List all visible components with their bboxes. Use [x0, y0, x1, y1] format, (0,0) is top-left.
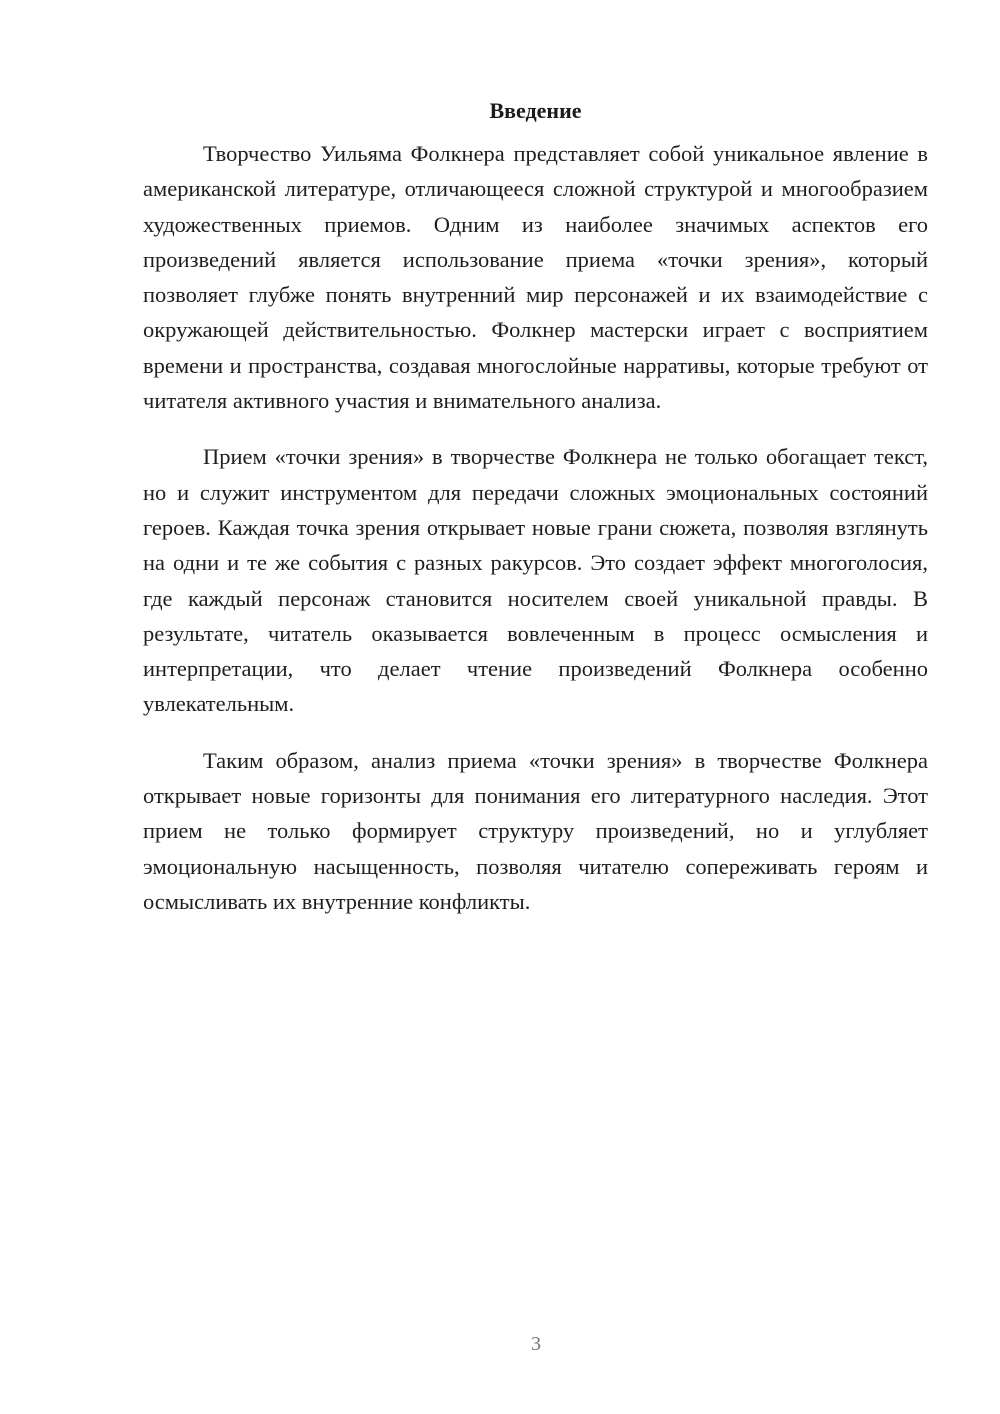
- paragraph-1: Творчество Уильяма Фолкнера представляет собой уникальное явление в американской литературе, отличающееся сложной структурой и многообразием художественных приемов. Одним из наиболее значимых аспектов его произведений является использование приема «точки зрения», который позволяет глубже понять внутренний мир персонажей и их взаимодействие с окружающей действительностью. Фолкнер мастерски играет с восприятием времени и пространства, создавая многослойные нарративы, которые требуют от читателя активного участия и внимательного анализа.: [143, 141, 928, 414]
- page-number: 3: [531, 1333, 541, 1355]
- section-heading: Введение: [489, 98, 582, 123]
- page-content: [143, 94, 928, 940]
- paragraph-2: Прием «точки зрения» в творчестве Фолкнера не только обогащает текст, но и служит инструментом для передачи сложных эмоциональных состояний героев. Каждая точка зрения открывает новые грани сюжета, позволяя взглянуть на одни и те же события с разных ракурсов. Это создает эффект многоголосия, где каждый персонаж становится носителем своей уникальной правды. В результате, читатель оказывается вовлеченным в процесс осмысления и интерпретации, что делает чтение произведений Фолкнера особенно увлекательным.: [143, 444, 928, 717]
- paragraph-3: Таким образом, анализ приема «точки зрения» в творчестве Фолкнера открывает новые горизонты для понимания его литературного наследия. Этот прием не только формирует структуру произведений, но и углубляет эмоциональную насыщенность, позволяя читателю сопереживать героям и осмысливать их внутренние конфликты.: [143, 747, 928, 914]
